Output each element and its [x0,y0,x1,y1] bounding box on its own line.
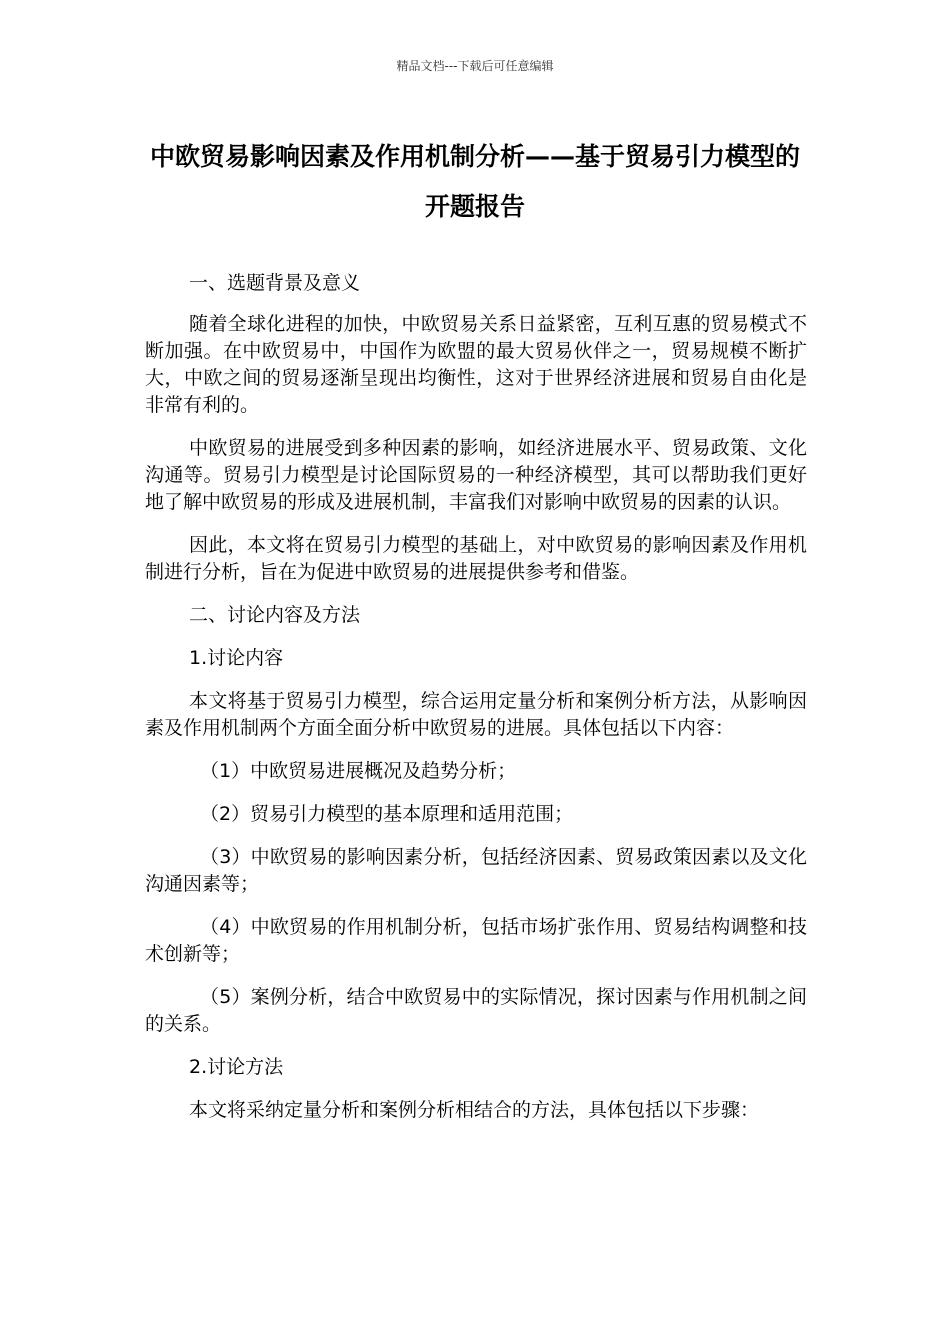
subheading-method: 2.讨论方法 [189,1056,284,1078]
list-item: （3）中欧贸易的影响因素分析，包括经济因素、贸易政策因素以及文化沟通因素等； [145,846,807,895]
document-title: 中欧贸易影响因素及作用机制分析——基于贸易引力模型的开题报告 [149,142,800,221]
section-heading-content-method: 二、讨论内容及方法 [189,604,361,626]
subheading-content: 1.讨论内容 [189,647,284,669]
header-note: 精品文档---下载后可任意编辑 [396,59,554,73]
list-item: （4）中欧贸易的作用机制分析，包括市场扩张作用、贸易结构调整和技术创新等； [145,916,807,965]
paragraph-content-intro: 本文将基于贸易引力模型，综合运用定量分析和案例分析方法，从影响因素及作用机制两个方面全面分析中欧贸易的进展。具体包括以下内容： [145,690,807,739]
list-item: （5）案例分析，结合中欧贸易中的实际情况，探讨因素与作用机制之间的关系。 [145,986,807,1035]
document-body [145,270,807,1124]
paragraph-background-1: 随着全球化进程的加快，中欧贸易关系日益紧密，互利互惠的贸易模式不断加强。在中欧贸易中，中国作为欧盟的最大贸易伙伴之一，贸易规模不断扩大，中欧之间的贸易逐渐呈现出均衡性，这对于世界经济进展和贸易自由化是非常有利的。 [145,313,807,416]
list-item: （1）中欧贸易进展概况及趋势分析； [200,760,517,782]
section-heading-background: 一、选题背景及意义 [189,272,361,294]
paragraph-background-3: 因此，本文将在贸易引力模型的基础上，对中欧贸易的影响因素及作用机制进行分析，旨在为促进中欧贸易的进展提供参考和借鉴。 [145,534,807,583]
list-item: （2）贸易引力模型的基本原理和适用范围； [200,803,574,825]
paragraph-method-intro: 本文将采纳定量分析和案例分析相结合的方法，具体包括以下步骤： [189,1099,760,1121]
paragraph-background-2: 中欧贸易的进展受到多种因素的影响，如经济进展水平、贸易政策、文化沟通等。贸易引力模型是讨论国际贸易的一种经济模型，其可以帮助我们更好地了解中欧贸易的形成及进展机制，丰富我们对影响中欧贸易的因素的认识。 [145,437,807,513]
